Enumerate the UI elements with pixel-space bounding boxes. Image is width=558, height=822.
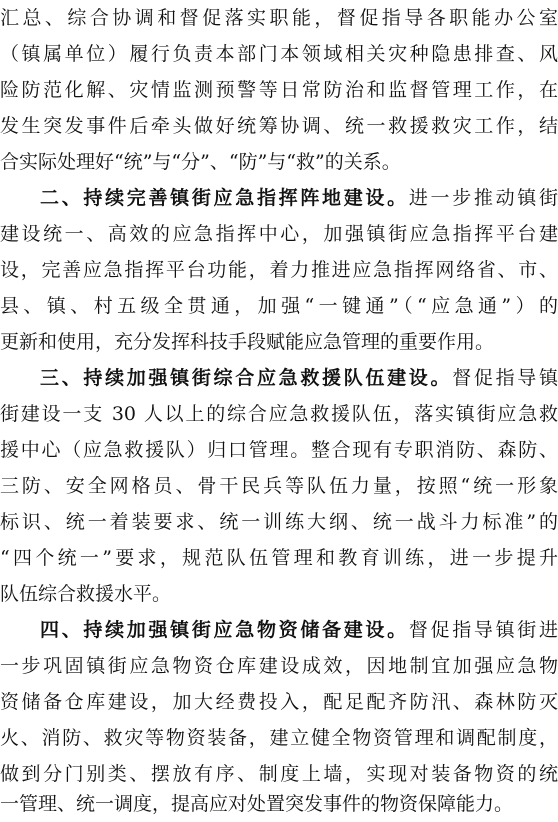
- section-2-heading: 二、持续完善镇街应急指挥阵地建设。: [40, 187, 409, 209]
- paragraph-3-line-5: 标识、统一着装要求、统一训练大纲、统一战斗力标准”的: [0, 511, 558, 533]
- paragraph-2-first-text: 进一步推动镇街: [408, 187, 558, 209]
- section-3-heading: 三、持续加强镇街综合应急救援队伍建设。: [40, 367, 453, 389]
- paragraph-3-line-4: 三防、安全网格员、骨干民兵等队伍力量，按照“统一形象: [0, 475, 558, 497]
- paragraph-1-line-1: 汇总、综合协调和督促落实职能，督促指导各职能办公室: [0, 7, 558, 29]
- section-4-heading: 四、持续加强镇街应急物资储备建设。: [40, 619, 409, 641]
- paragraph-2-line-5: 更新和使用，充分发挥科技手段赋能应急管理的重要作用。: [0, 331, 495, 353]
- paragraph-4-line-1: [0, 612, 558, 648]
- paragraph-4-line-6: 一管理、统一调度，提高应对处置突发事件的物资保障能力。: [0, 793, 514, 815]
- paragraph-2-line-1: [0, 180, 558, 216]
- paragraph-2-line-3: 设，完善应急指挥平台功能，着力推进应急指挥网络省、市、: [0, 259, 558, 281]
- paragraph-3-first-text: 督促指导镇: [452, 367, 558, 389]
- paragraph-4-line-4: 火、消防、救灾等物资装备，建立健全物资管理和调配制度，: [0, 727, 558, 749]
- paragraph-1-line-4: 发生突发事件后牵头做好统筹协调、统一救援救灾工作，结: [0, 115, 558, 137]
- paragraph-3-line-1: [0, 360, 558, 396]
- paragraph-2-line-4: 县、镇、村五级全贯通，加强“一键通”（“应急通”）的: [0, 295, 558, 317]
- paragraph-1-line-5: 合实际处理好“统”与“分”、“防”与“救”的关系。: [0, 151, 401, 173]
- paragraph-4-line-3: 资储备仓库建设，加大经费投入，配足配齐防汛、森林防灭: [0, 691, 558, 713]
- paragraph-3-line-7: 队伍综合救援水平。: [0, 583, 172, 605]
- paragraph-2-line-2: 建设统一、高效的应急指挥中心，加强镇街应急指挥平台建: [0, 223, 558, 245]
- paragraph-3-line-6: “四个统一”要求，规范队伍管理和教育训练，进一步提升: [0, 547, 558, 569]
- paragraph-1-line-3: 险防范化解、灾情监测预警等日常防治和监督管理工作，在: [0, 79, 558, 101]
- paragraph-1-line-2: （镇属单位）履行负责本部门本领域相关灾种隐患排查、风: [0, 43, 558, 65]
- paragraph-4-line-2: 一步巩固镇街应急物资仓库建设成效，因地制宜加强应急物: [0, 655, 558, 677]
- paragraph-3-line-3: 援中心（应急救援队）归口管理。整合现有专职消防、森防、: [0, 439, 558, 461]
- paragraph-3-line-2: 街建设一支 30 人以上的综合应急救援队伍，落实镇街应急救: [0, 403, 558, 425]
- paragraph-4-first-text: 督促指导镇街进: [408, 619, 558, 641]
- paragraph-4-line-5: 做到分门别类、摆放有序、制度上墙，实现对装备物资的统: [0, 763, 558, 785]
